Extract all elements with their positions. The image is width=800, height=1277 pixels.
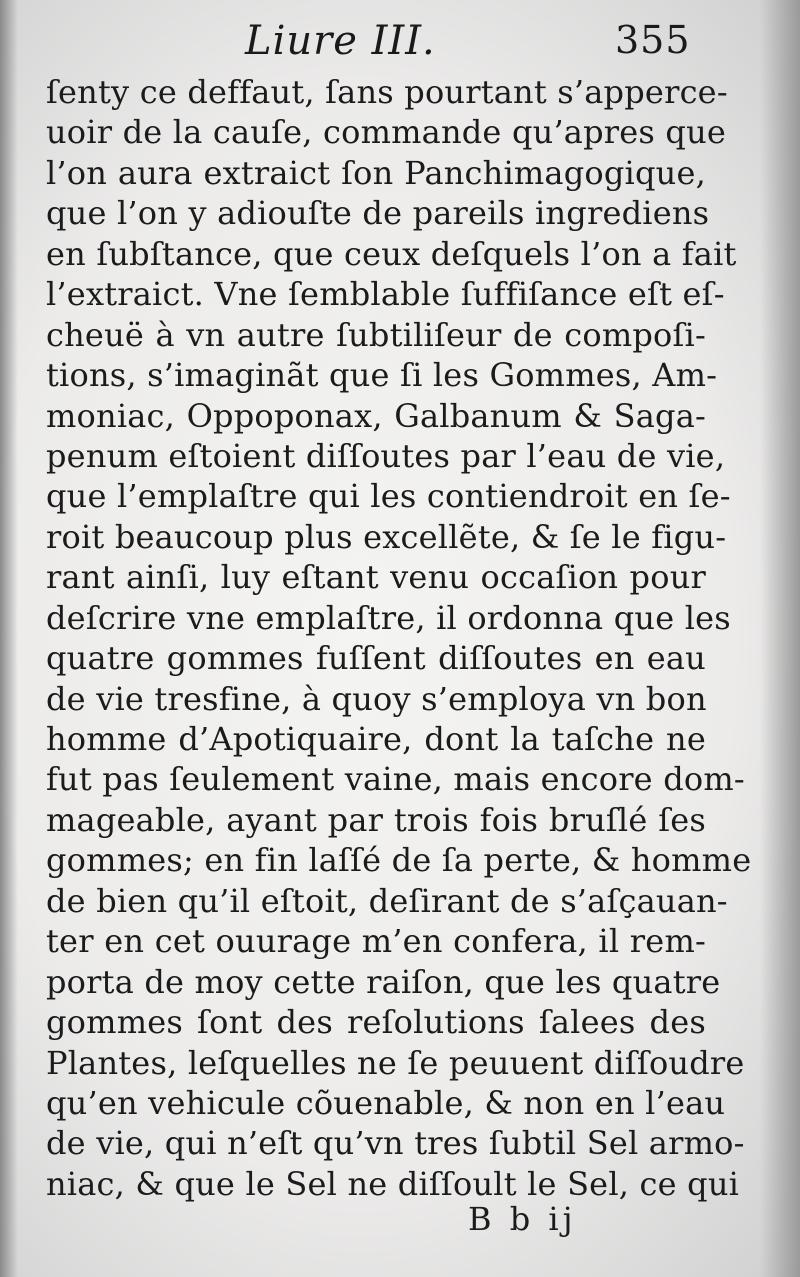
text-line: que l’on y adiouſte de pareils ingrediens: [46, 194, 710, 233]
text-line: gommes; en fin laſſé de ſa perte, & homme: [46, 841, 752, 880]
text-line: de vie tresfine, à quoy s’employa vn bon: [46, 679, 707, 718]
text-line: que l’emplaſtre qui les contiendroit en ſe-: [46, 477, 731, 516]
text-line: ſenty ce deffaut, ſans pourtant s’apperce-: [46, 73, 728, 111]
text-line: deſcrire vne emplaſtre, il ordonna que les: [46, 598, 731, 637]
page-number: 355: [615, 18, 691, 62]
page-header: [0, 18, 800, 74]
page-edge-shadow-left: [0, 0, 18, 1277]
text-line: quatre gommes fuſſent diſſoutes en eau: [46, 639, 706, 678]
text-line: homme d’Apotiquaire, dont la taſche ne: [46, 720, 706, 758]
text-line: roit beaucoup plus excellẽte, & ſe le figu-: [46, 517, 727, 556]
text-line: en ſubſtance, que ceux deſquels l’on a fait: [46, 234, 737, 273]
text-line: de vie, qui n’eſt qu’vn tres ſubtil Sel armo-: [46, 1124, 745, 1163]
text-line: l’on aura extraict ſon Panchimagogique,: [46, 153, 706, 192]
text-line: ter en cet ouurage m’en confera, il rem-: [46, 922, 706, 961]
page-edge-shadow-right: [760, 0, 800, 1277]
text-line: cheuë à vn autre ſubtiliſeur de compoſi-: [46, 315, 706, 354]
text-line: gommes ſont des reſolutions ſalees des: [46, 1003, 706, 1042]
text-line: mageable, ayant par trois fois bruſlé ſes: [46, 800, 706, 839]
text-line: fut pas ſeulement vaine, mais encore dom-: [46, 760, 745, 799]
text-line: tions, s’imaginãt que ſi les Gommes, Am-: [46, 356, 718, 395]
text-line: niac, & que le Sel ne diſſoult le Sel, ce qui: [46, 1164, 740, 1203]
text-line: l’extraict. Vne ſemblable ſuffiſance eſt eſ-: [46, 275, 725, 314]
text-line: moniac, Oppoponax, Galbanum & Saga-: [46, 396, 706, 435]
text-line: porta de moy cette raiſon, que les quatre: [46, 962, 721, 1001]
text-line: uoir de la cauſe, commande qu’apres que: [46, 113, 727, 152]
body-text: [46, 72, 752, 1204]
text-line: qu’en vehicule cõuenable, & non en l’eau: [46, 1083, 726, 1122]
text-line: Plantes, leſquelles ne ſe peuuent diſſoudre: [46, 1043, 745, 1082]
signature-mark: B b ij: [468, 1200, 577, 1238]
text-line: penum eſtoient diſſoutes par l’eau de vie,: [46, 436, 726, 475]
running-head: Liure III.: [245, 18, 436, 64]
text-line: de bien qu’il eſtoit, deſirant de s’aſçauan-: [46, 881, 728, 920]
text-line: rant ainſi, luy eſtant venu occaſion pour: [46, 558, 706, 597]
